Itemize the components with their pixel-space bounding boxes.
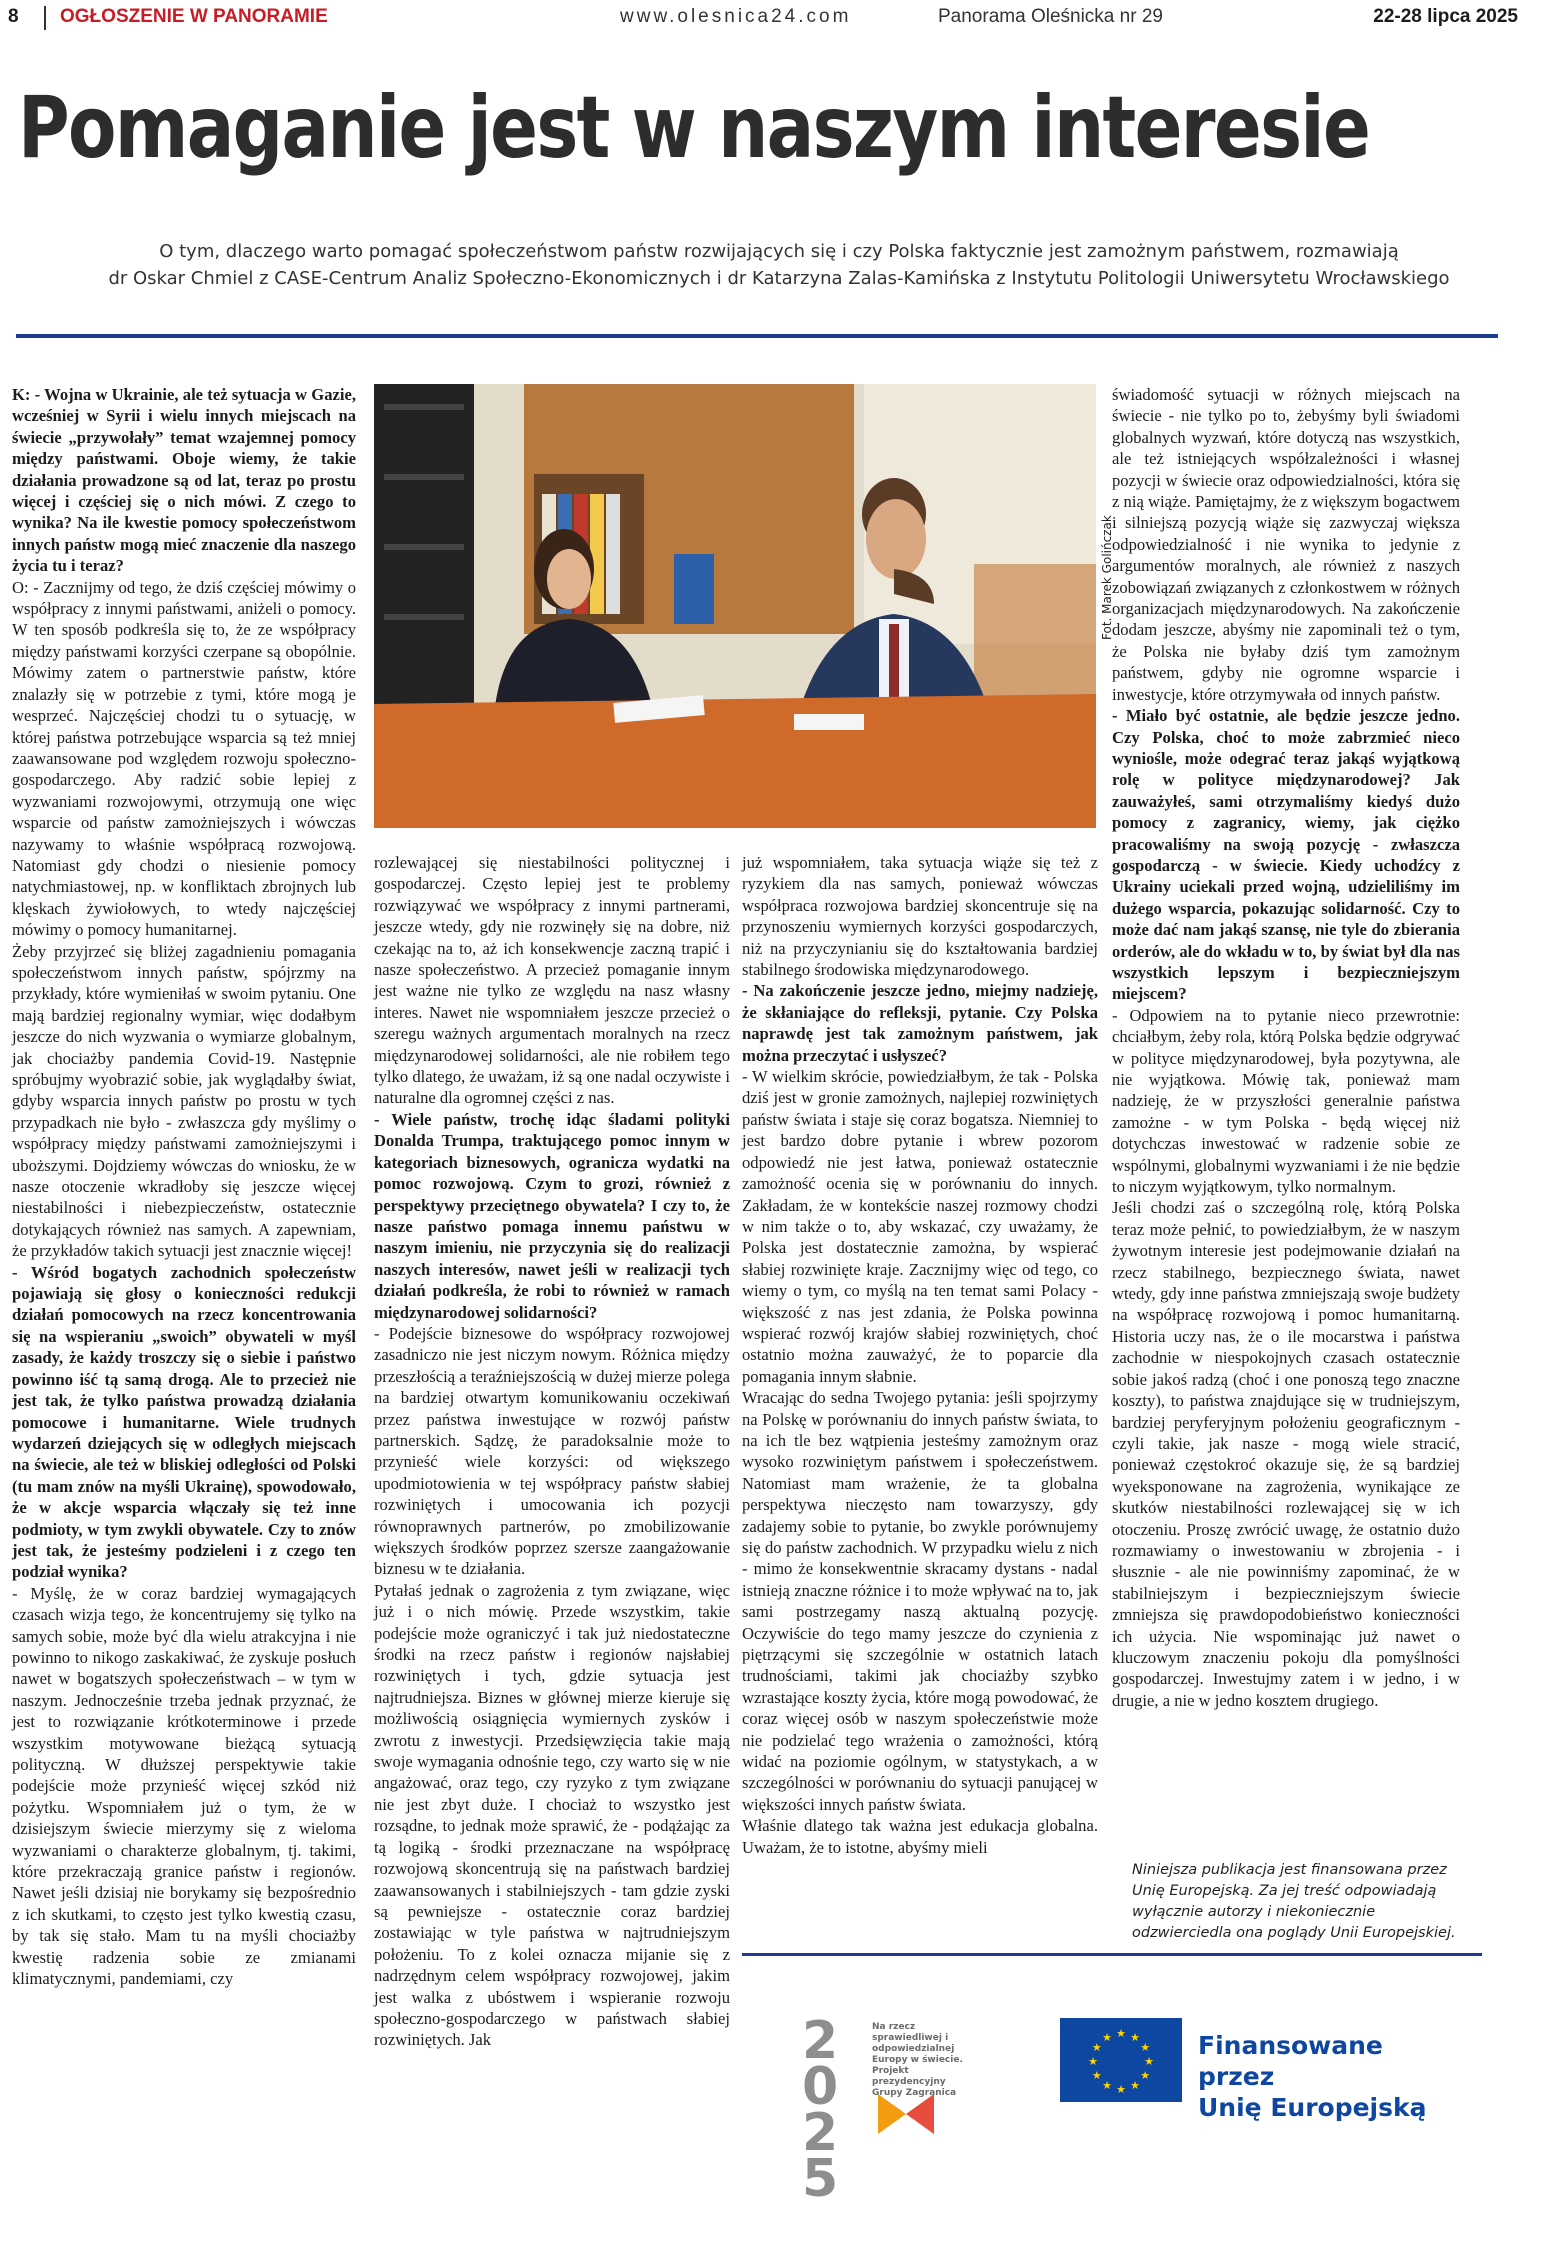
footer-rule — [742, 1953, 1482, 1956]
website-link[interactable]: www.olesnica24.com — [620, 6, 852, 27]
lead-line-1: O tym, dlaczego warto pomagać społeczeństwom państw rozwijających się i czy Polska faktycznie jest zamożnym państwem, rozmawiają — [159, 241, 1399, 262]
eu-stars — [1060, 2018, 1182, 2102]
eu-star: ★ — [1116, 2084, 1126, 2096]
question-paragraph: - Na zakończenie jeszcze jedno, miejmy nadzieję, że skłaniające do refleksji, pytanie. Czy Polska naprawdę jest tak zamożnym państwem, jak można przeczytać i usłyszeć? — [742, 981, 1098, 1065]
photo-illustration — [374, 384, 1096, 828]
text-column-1 — [12, 384, 356, 1989]
question-paragraph: - Wiele państw, trochę idąc śladami polityki Donalda Trumpa, traktującego pomoc innym w kategoriach biznesowych, ogranicza wydatki na pomoc rozwojową. Czym to grozi, również z perspektywy przeciętnego obywatela? I czy to, że nasze państwo pomaga innemu państwu w naszym imieniu, nie przyczynia się do realizacji naszych interesów, nawet jeśli w realizacji tych działań podkreśla, że robi to również w ramach międzynarodowej solidarności? — [374, 1109, 730, 1322]
eu-star: ★ — [1102, 2031, 1112, 2044]
eu-star: ★ — [1140, 2042, 1151, 2054]
issue-date: 22-28 lipca 2025 — [1373, 6, 1518, 27]
answer-paragraph: Jeśli chodzi zaś o szczególną rolę, którą Polska teraz może pełnić, to powiedziałbym, że w naszym żywotnym interesie jest podejmowanie działań na rzecz stabilnego, bezpiecznego świata, nawet wtedy, gdy inne państwa zmniejszają swoje budżety na współpracę rozwojową i pomoc humanitarną. Historia uczy nas, że o ile mocarstwa i państwa zachodnie w niespokojnych czasach ostatecznie sobie jakoś radzą (choć i one ponoszą tego znaczne koszty), to państwa znajdujące się w trudniejszym, bardziej peryferyjnym położeniu geograficznym - czyli takie, jak nasze - mogą wiele stracić, ponieważ częstokroć okazuje się, że są bardziej wyeksponowane na zagrożenia, wynikające ze skutków niestabilności rozlewającej się w ich otoczeniu. Proszę zwrócić uwagę, że ostatnio dużo rozmawiamy o inwestowaniu w zbrojenia - i słusznie - ale nie powinniśmy zapominać, że w stabilniejszym i bezpieczniejszym świecie zmniejsza się prawdopodobieństwo konieczności ich użycia. Nie wspominając już nawet o kluczowym znaczeniu pokoju dla pomyślności gospodarczej. Inwestujmy zatem i w jedno, i w drugie, a nie w jedno kosztem drugiego. — [1112, 1198, 1460, 1710]
logo-2025-text: Na rzecz sprawiedliwej i odpowiedzialnej Europy w świecie. Projekt prezydencyjny Grupy Zagranica — [872, 2022, 963, 2098]
eu-line-1: Finansowane przez — [1198, 2031, 1383, 2091]
answer-paragraph: rozlewającej się niestabilności politycznej i gospodarczej. Często lepiej jest te problemy rozwiązywać we współpracy z innymi partnerami, jeszcze wtedy, gdy nie rozwinęły się na dobre, niż czekając na to, aż ich konsekwencje zaczną trapić i nasze społeczeństwo. A przecież pomaganie innym jest ważne nie tylko ze względu na nasz własny interes. Nawet nie wspomniałem jeszcze przecież o szeregu ważnych argumentach moralnych na rzecz międzynarodowej solidarności, ale nie robiłem tego tylko dlatego, że uważam, iż są one nadal oczywiste i naturalne dla ogromnej części z nas. — [374, 853, 730, 1108]
section-label: OGŁOSZENIE W PANORAMIE — [60, 6, 328, 27]
eu-star: ★ — [1140, 2070, 1151, 2082]
eu-star: ★ — [1144, 2056, 1154, 2068]
issue-label: Panorama Oleśnicka nr 29 — [938, 6, 1163, 27]
eu-star: ★ — [1088, 2056, 1098, 2068]
eu-flag-icon — [1060, 2018, 1182, 2102]
header-divider — [44, 6, 46, 30]
answer-paragraph: Żeby przyjrzeć się bliżej zagadnieniu pomagania społeczeństwom innych państw, spójrzmy na przykłady, które wymieniłaś w swoim pytaniu. One mają bardziej regionalny wymiar, więc dodałbym jeszcze do nich wyzwania o wymiarze globalnym, jak chociażby pandemia Covid-19. Następnie spróbujmy wyobrazić sobie, jak wyglądałby świat, gdyby wsparcia innych państw po prostu w tych przypadkach nie było - zwłaszcza gdy myślimy o współpracy między państwami zamożniejszymi i uboższymi. Dojdziemy wówczas do wniosku, że w nasze otoczenie wkradłoby się jeszcze więcej niestabilności i niebezpieczeństw, ostatecznie dotykających również nas samych. A zapewniam, że przykładów takich sytuacji jest znacznie więcej! — [12, 941, 356, 1261]
answer-paragraph: - Myślę, że w coraz bardziej wymagających czasach wizja tego, że koncentrujemy się tylko na samych sobie, może być dla wielu atrakcyjna i nie powinno to nikogo zaskakiwać, że zyskuje posłuch nawet w bogatszych społeczeństwach – w tym w naszym. Jednocześnie trzeba jednak przyznać, że jest to rozwiązanie krótkoterminowe i przede wszystkim motywowane bieżącą sytuacją polityczną. W dłuższej perspektywie takie podejście może przynieść więcej szkód niż pożytku. Wspomniałem już o tym, że w dzisiejszym świecie mierzymy się z wieloma wyzwaniami o charakterze globalnym, tj. takimi, które przekraczają granice państw i regionów. Nawet jeśli dzisiaj nie borykamy się bezpośrednio z ich skutkami, to często jest tylko kwestią czasu, by tak się stało. Mam tu na myśli chociażby kwestię radzenia sobie ze zmianami klimatycznymi, pandemiami, czy — [12, 1583, 356, 1989]
question-paragraph: - Miało być ostatnie, ale będzie jeszcze jedno. Czy Polska, choć to może zabrzmieć nieco wyniośle, może odegrać teraz jakąś wyjątkową rolę w polityce międzynarodowej? Jak zauważyłeś, sami otrzymaliśmy kiedyś dużo pomocy z zagranicy, wiemy, jak ciężko pracowaliśmy na swoją pozycję - zwłaszcza gospodarczą - w świecie. Kiedy uchodźcy z Ukrainy uciekali przed wojną, udzieliliśmy im dużego wsparcia, pokazując solidarność. Czy to może dać nam jakąś szansę, nie tyle do zbierania orderów, ale do wkładu w to, by świat był dla nas wszystkich lepszym i bezpieczniejszym miejscem? — [1112, 706, 1460, 1004]
eu-star: ★ — [1130, 2031, 1140, 2044]
article-title: Pomaganie jest w naszym interesie — [18, 78, 1370, 178]
eu-line-2: Unię Europejską — [1198, 2093, 1427, 2122]
answer-paragraph: - W wielkim skrócie, powiedziałbym, że tak - Polska dziś jest w gronie zamożnych, najlepiej rozwiniętych państw świata i staje się coraz bogatsza. Niemniej to jest bardzo dobre pytanie i wbrew pozorom odpowiedź nie jest łatwa, ponieważ ostatecznie zamożność ocenia się w porównaniu do innych. Zakładam, że w kontekście naszej rozmowy chodzi w nim także o to, aby wskazać, czy uważamy, że Polska jest dostatecznie zamożna, by wspierać słabiej rozwinięte kraje. Zacznijmy więc od tego, co wiemy o tym, co myślą na ten temat sami Polacy - większość z nas jest zdania, że Polska powinna wspierać rozwój krajów słabiej rozwiniętych, choć ostatnio można zauważyć, że to poparcie dla pomagania innym słabnie. — [742, 1067, 1098, 1386]
interview-photo — [374, 384, 1096, 828]
eu-funding-text — [1198, 2030, 1460, 2123]
lead-line-2: dr Oskar Chmiel z CASE-Centrum Analiz Społeczno-Ekonomicznych i dr Katarzyna Zalas-Kamińska z Instytutu Politologii Uniwersytetu Wrocławskiego — [108, 268, 1450, 289]
page-header — [0, 0, 1558, 34]
title-rule — [16, 334, 1498, 338]
question-paragraph: - Wśród bogatych zachodnich społeczeństw pojawiają się głosy o konieczności redukcji działań pomocowych na rzecz koncentrowania się na wspieraniu „swoich” obywateli w myśl zasady, że każdy troszczy się o siebie i państwo powinno iść tą samą drogą. Ale to przecież nie jest tak, że tylko państwa prowadzą działania pomocowe i humanitarne. Wiele trudnych wydarzeń dziejących się w odległych miejscach na świecie, ale też w bliskiej odległości od Polski (tu mam znów na myśli Ukrainę), spowodowało, że w akcje wsparcia włączały się też inne podmioty, w tym zwykli obywatele. Czy to znów jest tak, że jesteśmy podzieleni i z czego ten podział wynika? — [12, 1262, 356, 1582]
funding-note: Niniejsza publikacja jest finansowana przez Unię Europejską. Za jej treść odpowiadają wyłącznie autorzy i niekoniecznie odzwierciedla ona poglądy Unii Europejskiej. — [1132, 1862, 1456, 1941]
photo-credit: Fot. Marek Golińczak — [1100, 515, 1114, 640]
logo-2025-digits: 20 25 — [802, 2011, 837, 2209]
eu-star: ★ — [1102, 2080, 1112, 2093]
eu-funding-logo — [1060, 2018, 1460, 2122]
answer-paragraph: O: - Zacznijmy od tego, że dziś częściej mówimy o współpracy z innymi państwami, aniżeli o pomocy. W ten sposób podkreśla się to, że ze współpracy między państwami korzyści czerpane są obopólnie. Mówimy zatem o partnerstwie państw, które znalazły się w potrzebie z tymi, które mogą je wesprzeć. Najczęściej chodzi tu o sytuację, w której państwa potrzebujące wsparcia są też mniej zaawansowane pod względem rozwoju społeczno-gospodarczego. Aby radzić sobie lepiej z wyzwaniami rozwojowymi, otrzymują one więc wsparcie od państw zamożniejszych i wówczas nazywamy to właśnie współpracą rozwojową. Natomiast gdy chodzi o niesienie pomocy natychmiastowej, np. w konfliktach zbrojnych lub klęskach żywiołowych, to wtedy najczęściej mówimy o pomocy humanitarnej. — [12, 577, 356, 940]
eu-star: ★ — [1091, 2070, 1102, 2082]
eu-star: ★ — [1116, 2028, 1126, 2040]
presidency-2025-logo — [802, 2011, 972, 2209]
text-column-2 — [374, 852, 730, 2051]
eu-star: ★ — [1130, 2080, 1140, 2093]
answer-paragraph: Pytałaś jednak o zagrożenia z tym związane, więc już i o nich mówię. Przede wszystkim, takie podejście może ograniczyć i tak już niedostateczne środki na rzecz państw i regionów najsłabiej rozwiniętych i tych, gdzie sytuacja jest najtrudniejsza. Biznes w głównej mierze kieruje się możliwością osiągnięcia wymiernych zysków i zwrotu z inwestycji. Przedsięwzięcia takie mają swoje wymagania odnośnie tego, czy warto się w nie angażować, oraz tego, czy ryzyko z tym związane nie jest zbyt duże. I chociaż to wszystko jest rozsądne, to jednak może sprawić, że - podążając za tą logiką - środki przeznaczane na współpracę rozwojową skoncentrują się na państwach bardziej zaawansowanych i stabilniejszych - tam gdzie zyski są pewniejsze - ostatecznie coraz bardziej zostawiając w tyle państwa w najtrudniejszym położeniu. To z kolei oznacza mijanie się z nadrzędnym celem współpracy rozwojowej, jakim jest walka z ubóstwem i wspieranie rozwoju społeczno-gospodarczego w państwach słabiej rozwiniętych. Jak — [374, 1580, 730, 2050]
flame-icon — [878, 2094, 938, 2134]
answer-paragraph: świadomość sytuacji w różnych miejscach na świecie - nie tylko po to, żebyśmy byli świadomi globalnych wyzwań, które dotyczą nas wszystkich, ale też istniejących współzależności i własnej pozycji w świecie oraz odpowiedzialności, która się z nią wiąże. Pamiętajmy, że z większym bogactwem i silniejszą pozycją wiąże się zazwyczaj większa odpowiedzialność i nie wynika to jedynie z argumentów moralnych, ale również z naszych zobowiązań związanych z członkostwem w różnych organizacjach międzynarodowych. Na zakończenie dodam jeszcze, abyśmy nie zapominali też o tym, że Polska nie byłaby dziś tym zamożnym państwem, gdyby nie ogromne wsparcie i inwestycje, które otrzymywała od innych państw. — [1112, 385, 1460, 704]
answer-paragraph: Właśnie dlatego tak ważna jest edukacja globalna. Uważam, że to istotne, abyśmy mieli — [742, 1816, 1098, 1857]
answer-paragraph: już wspomniałem, taka sytuacja wiąże się też z ryzykiem dla nas samych, ponieważ wówczas współpraca rozwojowa bardziej skoncentruje się na przynoszeniu wymiernych korzyści gospodarczych, niż na przyczynianiu się do kształtowania bardziej stabilnego środowiska międzynarodowego. — [742, 853, 1098, 980]
article-lead — [40, 238, 1518, 292]
answer-paragraph: - Odpowiem na to pytanie nieco przewrotnie: chciałbym, żeby rola, którą Polska będzie odgrywać w polityce międzynarodowej, była pozytywna, ale nie wyjątkowa. Mówię tak, ponieważ mam nadzieję, że w przyszłości generalnie państwa zamożne - w tym Polska - będą więcej niż dotychczas inwestować w radzenie sobie ze wspólnymi, globalnymi wyzwaniami i że nie będzie to niczym wyjątkowym, tylko normalnym. — [1112, 1005, 1460, 1197]
page-number: 8 — [8, 6, 19, 27]
answer-paragraph: - Podejście biznesowe do współpracy rozwojowej zasadniczo nie jest niczym nowym. Różnica między przeszłością a teraźniejszością w dużej mierze polega na bardziej otwartym komunikowaniu oczekiwań przez państwa inwestujące w rozwój państw partnerskich. Sądzę, że paradoksalnie może to przynieść wiele korzyści: od większego upodmiotowienia w tej współpracy państw słabiej rozwiniętych i umocowania ich pozycji równoprawnych partnerów, po zmobilizowanie większych środków poprzez szersze zaangażowanie biznesu w te działania. — [374, 1323, 730, 1579]
question-paragraph: K: - Wojna w Ukrainie, ale też sytuacja w Gazie, wcześniej w Syrii i wielu innych miejscach na świecie „przywołały” temat wzajemnej pomocy między państwami. Oboje wiemy, że takie działania prowadzone są od lat, teraz po prostu więcej i częściej się o nich mówi. Z czego to wynika? Na ile kwestie pomocy społeczeństwom innych państw mogą mieć znaczenie dla naszego życia tu i teraz? — [12, 385, 356, 576]
text-column-4 — [1112, 384, 1460, 1711]
eu-star: ★ — [1091, 2042, 1102, 2054]
text-column-3 — [742, 852, 1098, 1858]
answer-paragraph: Wracając do sedna Twojego pytania: jeśli spojrzymy na Polskę w porównaniu do innych państw świata, to na ich tle bez wątpienia jesteśmy zamożnym oraz wysoko rozwiniętym państwem i społeczeństwem. Natomiast mam wrażenie, że ta globalna perspektywa nieczęsto nam towarzyszy, gdy zadajemy sobie to pytanie, bo zwykle porównujemy się do państw zachodnich. W przypadku wielu z nich - mimo że konsekwentnie skracamy dystans - nadal istnieją znaczne różnice i to może wpływać na to, jak sami postrzegamy naszą aktualną pozycję. Oczywiście do tego mamy jeszcze do czynienia z piętrzącymi się szczególnie w ostatnich latach trudnościami, takimi jak chociażby szybko wzrastające koszty życia, które mogą powodować, że coraz więcej osób w naszym społeczeństwie może nie podzielać tego wrażenia o zamożności, którą widać na poziomie ogólnym, w statystykach, a w szczególności w porównaniu do sytuacji panującej w większości innych państw świata. — [742, 1388, 1098, 1814]
